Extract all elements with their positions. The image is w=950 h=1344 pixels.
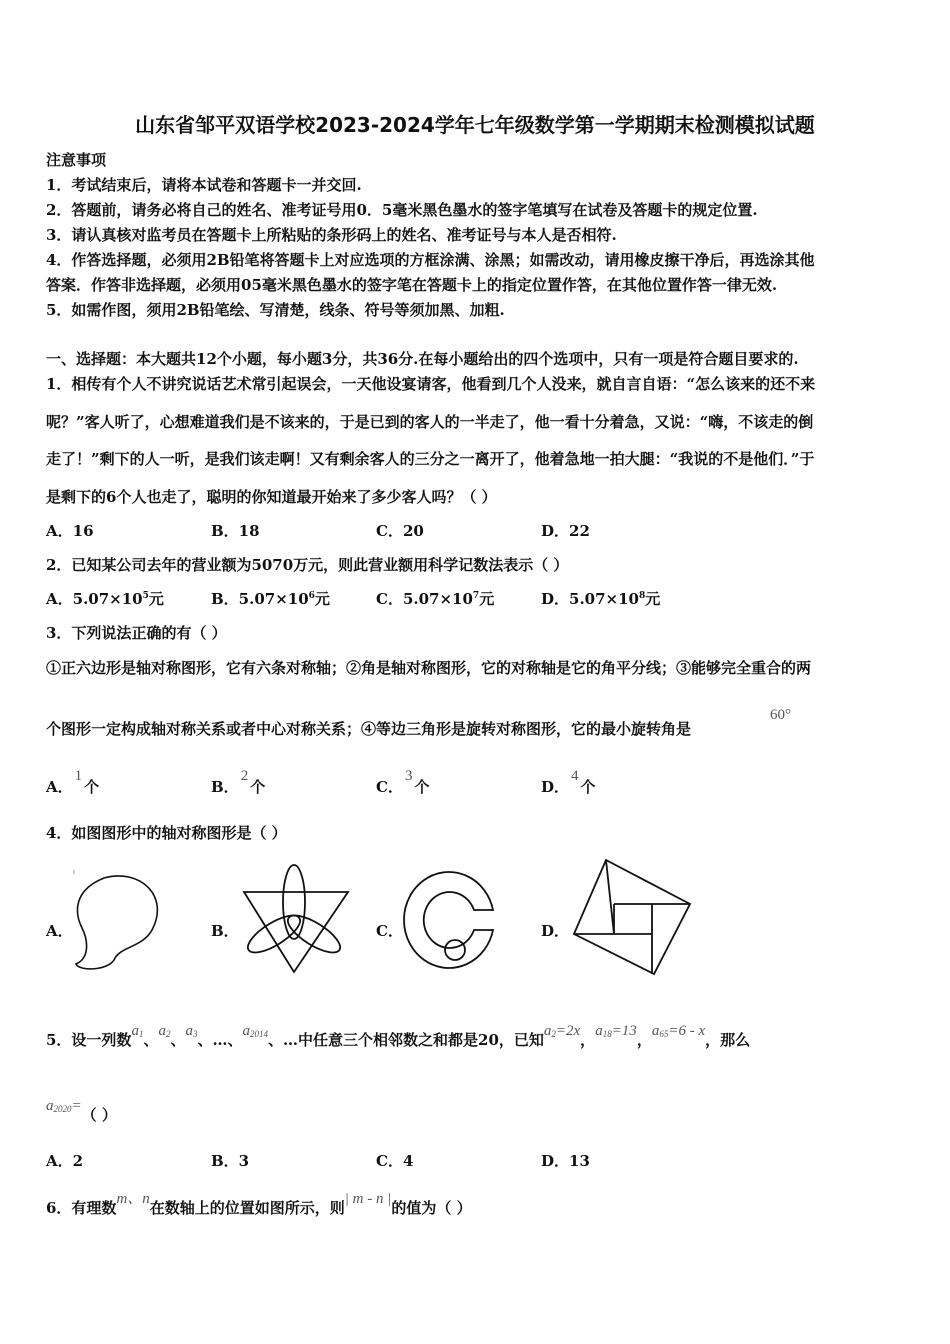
q1-line: 呢？”客人听了，心想难道我们是不该来的，于是已到的客人的一半走了，他一看十分着急，又说：“嗨，不该走的倒 <box>46 413 814 431</box>
q5-text: 、…中任意三个相邻数之和都是20，已知 <box>268 1031 544 1049</box>
q5-option-b: B．3 <box>211 1152 250 1170</box>
separator: ， <box>580 1031 596 1049</box>
notice-heading: 注意事项 <box>46 151 107 169</box>
figure-c-shape <box>400 868 500 974</box>
subscript: 65 <box>659 1029 669 1039</box>
q5-text: ，那么 <box>705 1031 751 1049</box>
figure-a-shape <box>70 868 165 978</box>
q2-option-c <box>376 592 494 607</box>
option-text: D． <box>541 778 570 796</box>
q5-option-d: D．13 <box>541 1152 590 1170</box>
option-text: C． <box>376 778 403 796</box>
var: a <box>242 1023 250 1039</box>
option-text: B．5.07×10 <box>211 590 309 608</box>
math-expr <box>544 1023 580 1039</box>
option-number: 3 <box>404 768 413 784</box>
var: a <box>595 1023 603 1039</box>
q5-stem <box>46 1023 751 1049</box>
q4-option-a-label: A． <box>46 922 73 940</box>
exponent: 8 <box>638 591 646 601</box>
unit: 元 <box>645 590 661 608</box>
q3-stem: 3．下列说法正确的有（ ） <box>46 624 227 642</box>
math-var <box>158 1023 170 1039</box>
q2-stem: 2．已知某公司去年的营业额为5070万元，则此营业额用科学记数法表示（ ） <box>46 556 569 574</box>
section-heading: 一、选择题：本大题共12个小题，每小题3分，共36分.在每小题给出的四个选项中，只有一项是符合题目要求的. <box>46 350 799 368</box>
q1-option-a: A．16 <box>46 522 94 540</box>
math-var <box>131 1023 143 1039</box>
q6-text: 6．有理数 <box>46 1199 117 1217</box>
unit: 个 <box>414 778 430 796</box>
unit: 个 <box>580 778 596 796</box>
math-expr <box>46 1098 82 1114</box>
q1-option-c: C．20 <box>376 522 424 540</box>
q1-line: 1．相传有个人不讲究说话艺术常引起误会，一天他设宴请客，他看到几个人没来，就自言自语：“怎么该来的还不来 <box>46 375 816 393</box>
q1-line: 走了！”剩下的人一听，是我们该走啊！又有剩余客人的三分之一离开了，他着急地一拍大腿：“我说的不是他们．”于 <box>46 450 815 468</box>
q4-option-d-label: D． <box>541 922 570 940</box>
option-text: A．5.07×10 <box>46 590 143 608</box>
option-text: D．5.07×10 <box>541 590 639 608</box>
var: a <box>651 1023 660 1039</box>
value: =2x <box>555 1023 581 1039</box>
q5-option-c: C．4 <box>376 1152 414 1170</box>
q5-ask <box>46 1098 117 1124</box>
option-text: C．5.07×10 <box>376 590 473 608</box>
var: a <box>158 1023 166 1039</box>
q5-option-a: A．2 <box>46 1152 84 1170</box>
q2-option-d <box>541 592 660 607</box>
subscript: 2014 <box>250 1029 268 1039</box>
q3-option-d <box>541 768 596 796</box>
var: a <box>131 1023 139 1039</box>
subscript: 2 <box>165 1029 171 1039</box>
exponent: 5 <box>142 591 149 601</box>
subscript: 2020 <box>53 1104 72 1114</box>
subscript: 2 <box>551 1029 556 1039</box>
q6-text: 的值为（ ） <box>391 1199 472 1217</box>
answer-paren: （ ） <box>81 1106 117 1124</box>
subscript: 1 <box>138 1029 144 1039</box>
option-text: B． <box>211 778 239 796</box>
q3-line: 个图形一定构成轴对称关系或者中心对称关系；④等边三角形是旋转对称图形，它的最小旋转角是 <box>46 720 692 738</box>
notice-item: 3．请认真核对监考员在答题卡上所粘贴的条形码上的姓名、准考证号与本人是否相符. <box>46 226 617 244</box>
value: =13 <box>611 1023 637 1039</box>
math-expr <box>652 1023 705 1039</box>
q4-option-c-label: C． <box>376 922 403 940</box>
notice-item: 答案．作答非选择题，必须用05毫米黑色墨水的签字笔在答题卡上的指定位置作答，在其他位置作答一律无效. <box>46 276 778 294</box>
page-title: 山东省邹平双语学校2023-2024学年七年级数学第一学期期末检测模拟试题 <box>135 113 815 137</box>
q2-option-b <box>211 592 330 607</box>
figure-b-shape <box>236 862 354 978</box>
notice-item: 5．如需作图，须用2B铅笔绘、写清楚，线条、符号等须加黑、加粗. <box>46 301 505 319</box>
q1-option-b: B．18 <box>211 522 260 540</box>
ellipsis: 、…、 <box>197 1031 243 1049</box>
q6-text: 在数轴上的位置如图所示，则 <box>149 1199 345 1217</box>
unit: 元 <box>479 590 495 608</box>
q3-line: ①正六边形是轴对称图形，它有六条对称轴；②角是轴对称图形，它的对称轴是它的角平分线；③能够完全重合的两 <box>46 659 812 677</box>
q5-text: 5．设一列数 <box>46 1031 132 1049</box>
option-number: 1 <box>74 768 83 784</box>
unit: 元 <box>148 590 164 608</box>
q6-stem <box>46 1191 472 1217</box>
value: =6 - x <box>668 1023 706 1039</box>
subscript: 3 <box>192 1029 198 1039</box>
separator: ， <box>636 1031 652 1049</box>
q4-option-b-label: B． <box>211 922 239 940</box>
unit: 个 <box>84 778 100 796</box>
q1-line: 是剩下的6个人也走了，聪明的你知道最开始来了多少客人吗？（ ） <box>46 488 497 506</box>
exponent: 7 <box>472 591 480 601</box>
math-var <box>185 1023 197 1039</box>
option-number: 4 <box>571 768 579 784</box>
equals: = <box>71 1098 82 1114</box>
math-expr <box>595 1023 637 1039</box>
subscript: 18 <box>602 1029 612 1039</box>
separator: 、 <box>143 1031 159 1049</box>
separator: 、 <box>170 1031 186 1049</box>
notice-item: 1．考试结束后，请将本试卷和答题卡一并交回. <box>46 176 362 194</box>
angle-value: 60° <box>770 707 791 723</box>
q3-option-b <box>211 768 266 796</box>
notice-item: 4．作答选择题，必须用2B铅笔将答题卡上对应选项的方框涂满、涂黑；如需改动，请用橡皮擦干净后，再选涂其他 <box>46 251 815 269</box>
math-var <box>243 1023 269 1039</box>
q2-option-a <box>46 592 164 607</box>
unit: 元 <box>314 590 330 608</box>
math-expr: | m - n | <box>344 1191 392 1207</box>
unit: 个 <box>250 778 266 796</box>
option-number: 2 <box>240 768 249 784</box>
figure-d-shape <box>572 858 696 980</box>
math-vars: m、n <box>116 1191 150 1207</box>
var: a <box>46 1098 54 1114</box>
q1-option-d: D．22 <box>541 522 590 540</box>
q3-option-c <box>376 768 430 796</box>
var: a <box>185 1023 193 1039</box>
q3-option-a <box>46 768 100 796</box>
q4-stem: 4．如图图形中的轴对称图形是（ ） <box>46 824 287 842</box>
exponent: 6 <box>308 591 315 601</box>
var: a <box>543 1023 552 1039</box>
option-text: A． <box>46 778 73 796</box>
notice-item: 2．答题前，请务必将自己的姓名、准考证号用0．5毫米黑色墨水的签字笔填写在试卷及答题卡的规定位置. <box>46 201 758 219</box>
